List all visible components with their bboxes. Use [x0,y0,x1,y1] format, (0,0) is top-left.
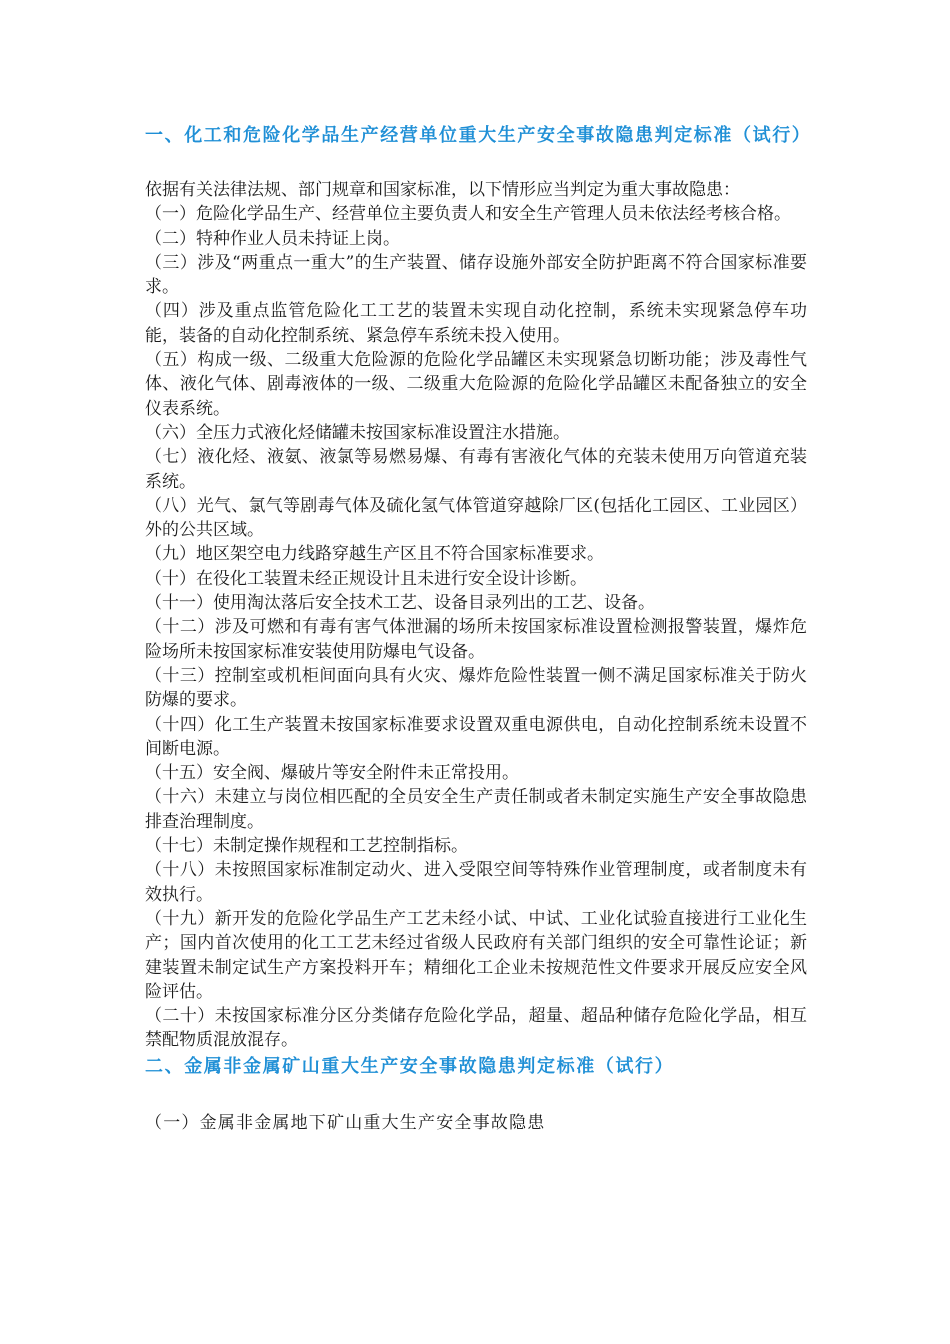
list-item: （十四）化工生产装置未按国家标准要求设置双重电源供电，自动化控制系统未设置不间断电源。 [145,714,807,759]
list-item: （二十）未按国家标准分区分类储存危险化学品，超量、超品种储存危险化学品，相互禁配物质混放混存。 [145,1006,807,1051]
list-item: （一）危险化学品生产、经营单位主要负责人和安全生产管理人员未依法经考核合格。 [145,204,791,225]
section-2-title: 二、金属非金属矿山重大生产安全事故隐患判定标准（试行） [145,1055,675,1077]
section-1-intro: 依据有关法律法规、部门规章和国家标准，以下情形应当判定为重大事故隐患： [145,180,740,200]
list-item: （七）液化烃、液氨、液氯等易燃易爆、有毒有害液化气体的充装未使用万向管道充装系统。 [145,447,807,492]
list-item: （五）构成一级、二级重大危险源的危险化学品罐区未实现紧急切断功能；涉及毒性气体、液化气体、剧毒液体的一级、二级重大危险源的危险化学品罐区未配备独立的安全仪表系统。 [145,350,807,419]
list-item: （十八）未按照国家标准制定动火、进入受限空间等特殊作业管理制度，或者制度未有效执行。 [145,860,807,905]
list-item: （九）地区架空电力线路穿越生产区且不符合国家标准要求。 [145,544,604,565]
list-item: （十七）未制定操作规程和工艺控制指标。 [145,836,468,857]
list-item: （十五）安全阀、爆破片等安全附件未正常投用。 [145,763,519,784]
list-item: （三）涉及“两重点一重大”的生产装置、储存设施外部安全防护距离不符合国家标准要求。 [145,252,807,298]
list-item: （十一）使用淘汰落后安全技术工艺、设备目录列出的工艺、设备。 [145,593,655,614]
section-1-item-list [145,202,807,1052]
list-item: （二）特种作业人员未持证上岗。 [145,228,400,249]
list-item: （十）在役化工装置未经正规设计且未进行安全设计诊断。 [145,568,587,589]
list-item: （十三）控制室或机柜间面向具有火灾、爆炸危险性装置一侧不满足国家标准关于防火防爆的要求。 [145,665,807,711]
list-item: （十六）未建立与岗位相匹配的全员安全生产责任制或者未制定实施生产安全事故隐患排查治理制度。 [145,787,807,832]
list-item: （四）涉及重点监管危险化工工艺的装置未实现自动化控制，系统未实现紧急停车功能，装备的自动化控制系统、紧急停车系统未投入使用。 [145,301,807,346]
section-2-subtitle: （一）金属非金属地下矿山重大生产安全事故隐患 [145,1112,546,1133]
list-item: （八）光气、氯气等剧毒气体及硫化氢气体管道穿越除厂区(包括化工园区、工业园区）外的公共区域。 [145,495,807,541]
section-1-title: 一、化工和危险化学品生产经营单位重大生产安全事故隐患判定标准（试行） [145,125,812,146]
document-page [145,122,812,1135]
list-item: （六）全压力式液化烃储罐未按国家标准设置注水措施。 [145,422,570,443]
list-item: （十二）涉及可燃和有毒有害气体泄漏的场所未按国家标准设置检测报警装置，爆炸危险场所未按国家标准安装使用防爆电气设备。 [145,617,807,662]
list-item: （十九）新开发的危险化学品生产工艺未经小试、中试、工业化试验直接进行工业化生产；国内首次使用的化工工艺未经过省级人民政府有关部门组织的安全可靠性论证；新建装置未制定试生产方案投料开车；精细化工企业未按规范性文件要求开展反应安全风险评估。 [145,908,807,1002]
